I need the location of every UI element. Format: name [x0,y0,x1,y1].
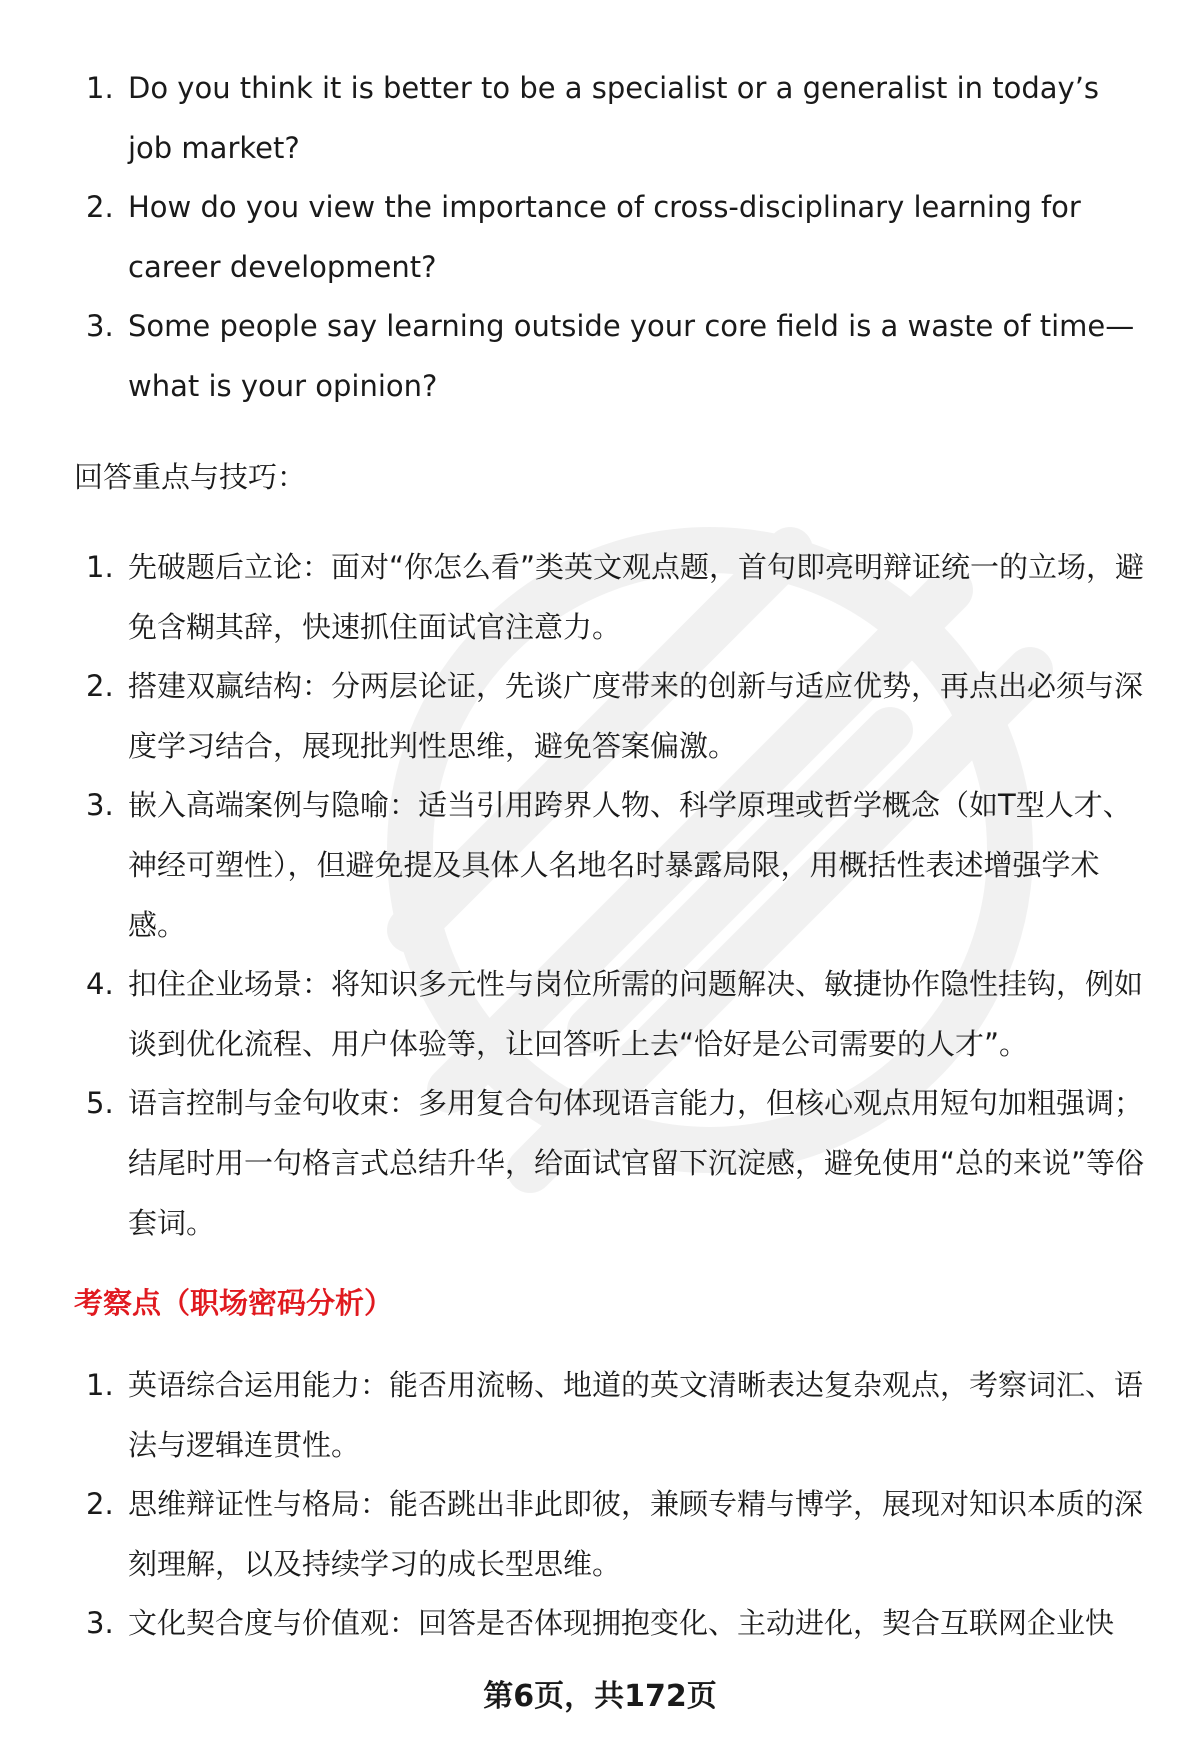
list-item [0,177,1148,297]
list-item [0,296,1148,416]
list-number: 1. [86,71,114,105]
list-number: 1. [86,1368,114,1402]
list-item [0,775,1148,955]
list-item [0,537,1148,657]
list-number: 2. [86,1487,114,1521]
tip-text: 搭建双赢结构：分两层论证，先谈广度带来的创新与适应优势，再点出必须与深度学习结合，展现批判性思维，避免答案偏激。 [128,669,1144,763]
list-item [0,1355,1148,1475]
list-item [0,1474,1148,1594]
list-item [0,1073,1148,1253]
points-list [0,1355,1148,1652]
list-item [0,1593,1148,1653]
tip-text: 嵌入高端案例与隐喻：适当引用跨界人物、科学原理或哲学概念（如T型人才、神经可塑性），但避免提及具体人名地名时暴露局限，用概括性表述增强学术感。 [128,788,1132,942]
tip-text: 先破题后立论：面对“你怎么看”类英文观点题，首句即亮明辩证统一的立场，避免含糊其辞，快速抓住面试官注意力。 [128,550,1145,644]
tips-heading: 回答重点与技巧： [74,460,307,494]
points-heading: 考察点（职场密码分析） [74,1286,394,1320]
point-text: 文化契合度与价值观：回答是否体现拥抱变化、主动进化，契合互联网企业快 [128,1606,1115,1640]
question-text: Do you think it is better to be a specialist or a generalist in today’s job market? [128,71,1100,165]
list-number: 2. [86,669,114,703]
question-text: Some people say learning outside your core field is a waste of time—what is your opinion? [128,309,1135,403]
tip-text: 扣住企业场景：将知识多元性与岗位所需的问题解决、敏捷协作隐性挂钩，例如谈到优化流程、用户体验等，让回答听上去“恰好是公司需要的人才”。 [128,967,1144,1061]
list-item [0,954,1148,1074]
list-number: 5. [86,1086,114,1120]
list-number: 4. [86,967,114,1001]
tips-list [0,537,1148,1252]
question-list [0,58,1148,415]
list-number: 1. [86,550,114,584]
point-text: 英语综合运用能力：能否用流畅、地道的英文清晰表达复杂观点，考察词汇、语法与逻辑连贯性。 [128,1368,1144,1462]
tip-text: 语言控制与金句收束：多用复合句体现语言能力，但核心观点用短句加粗强调；结尾时用一句格言式总结升华，给面试官留下沉淀感，避免使用“总的来说”等俗套词。 [128,1086,1145,1240]
question-text: How do you view the importance of cross-disciplinary learning for career development? [128,190,1081,284]
list-number: 3. [86,309,114,343]
list-number: 2. [86,190,114,224]
list-number: 3. [86,1606,114,1640]
list-number: 3. [86,788,114,822]
page-number-footer: 第6页，共172页 [483,1679,717,1714]
point-text: 思维辩证性与格局：能否跳出非此即彼，兼顾专精与博学，展现对知识本质的深刻理解，以及持续学习的成长型思维。 [128,1487,1144,1581]
list-item [0,58,1148,178]
list-item [0,656,1148,776]
